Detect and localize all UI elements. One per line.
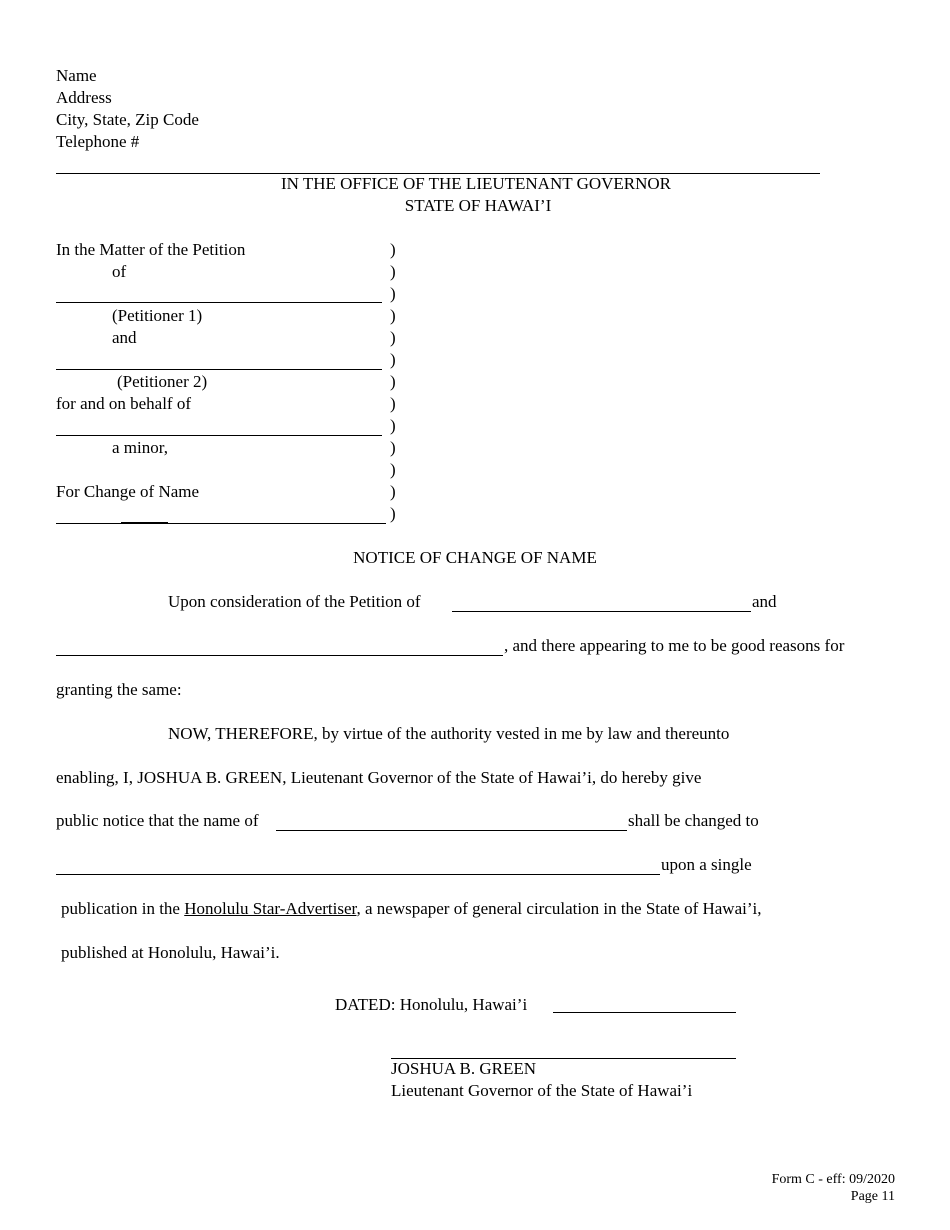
telephone-label: Telephone # bbox=[56, 132, 140, 151]
notice-publication bbox=[61, 898, 762, 920]
caption-petitioner1: (Petitioner 1) bbox=[112, 306, 203, 325]
caption-and: and bbox=[112, 328, 137, 347]
caption-petitioner2: (Petitioner 2) bbox=[117, 372, 208, 391]
caption-paren: ) bbox=[390, 460, 396, 479]
caption-paren: ) bbox=[390, 394, 396, 413]
notice-title: NOTICE OF CHANGE OF NAME bbox=[353, 548, 597, 567]
office-line2: STATE OF HAWAI’I bbox=[404, 196, 552, 215]
caption-paren: ) bbox=[390, 262, 396, 281]
caption-paren: ) bbox=[390, 416, 396, 435]
caption-paren: ) bbox=[390, 284, 396, 303]
notice-published: published at Honolulu, Hawai’i. bbox=[61, 943, 280, 962]
caption-paren: ) bbox=[390, 438, 396, 457]
new-name-blank[interactable] bbox=[56, 874, 660, 875]
caption-matter: In the Matter of the Petition bbox=[56, 240, 246, 259]
city-state-zip-label: City, State, Zip Code bbox=[56, 110, 199, 129]
notice-public: public notice that the name of bbox=[56, 811, 259, 830]
old-name-blank[interactable] bbox=[276, 830, 627, 831]
caption-minor: a minor, bbox=[112, 438, 168, 457]
caption-paren: ) bbox=[390, 504, 396, 523]
dated-label: DATED: Honolulu, Hawai’i bbox=[335, 995, 528, 1014]
notice-enabling: enabling, I, JOSHUA B. GREEN, Lieutenant Governor of the State of Hawai’i, do hereby give bbox=[56, 768, 702, 787]
date-blank[interactable] bbox=[553, 1012, 736, 1013]
notice-upon-single: upon a single bbox=[661, 855, 752, 874]
publication-pre: publication in the bbox=[61, 899, 180, 918]
change-blank-mark bbox=[121, 522, 168, 524]
notice-shall: shall be changed to bbox=[628, 811, 759, 830]
notice-now: NOW, THEREFORE, by virtue of the authority vested in me by law and thereunto bbox=[168, 724, 730, 743]
petitioner2-blank[interactable] bbox=[56, 369, 382, 370]
signatory-title: Lieutenant Governor of the State of Hawai’i bbox=[391, 1081, 693, 1100]
petitioner1-name-blank[interactable] bbox=[452, 611, 751, 612]
caption-paren: ) bbox=[390, 240, 396, 259]
petitioner1-blank[interactable] bbox=[56, 302, 382, 303]
office-line1: IN THE OFFICE OF THE LIEUTENANT GOVERNOR bbox=[280, 174, 672, 193]
caption-of: of bbox=[112, 262, 127, 281]
footer-form: Form C - eff: 09/2020 bbox=[771, 1172, 895, 1187]
caption-paren: ) bbox=[390, 482, 396, 501]
caption-paren: ) bbox=[390, 328, 396, 347]
caption-change: For Change of Name bbox=[56, 482, 200, 501]
petitioner2-name-blank[interactable] bbox=[56, 655, 503, 656]
caption-behalf: for and on behalf of bbox=[56, 394, 192, 413]
name-label: Name bbox=[56, 66, 97, 85]
caption-paren: ) bbox=[390, 306, 396, 325]
notice-and: and bbox=[752, 592, 777, 611]
signatory-name: JOSHUA B. GREEN bbox=[391, 1059, 536, 1078]
address-label: Address bbox=[56, 88, 112, 107]
publication-post: , a newspaper of general circulation in the State of Hawai’i, bbox=[356, 899, 762, 918]
notice-upon: Upon consideration of the Petition of bbox=[168, 592, 421, 611]
footer-page: Page 11 bbox=[850, 1189, 895, 1204]
caption-paren: ) bbox=[390, 372, 396, 391]
caption-paren: ) bbox=[390, 350, 396, 369]
notice-granting: granting the same: bbox=[56, 680, 182, 699]
minor-blank[interactable] bbox=[56, 435, 382, 436]
notice-reasons: , and there appearing to me to be good reasons for bbox=[504, 636, 845, 655]
change-blank[interactable] bbox=[56, 523, 386, 524]
newspaper-name: Honolulu Star-Advertiser bbox=[184, 899, 357, 918]
